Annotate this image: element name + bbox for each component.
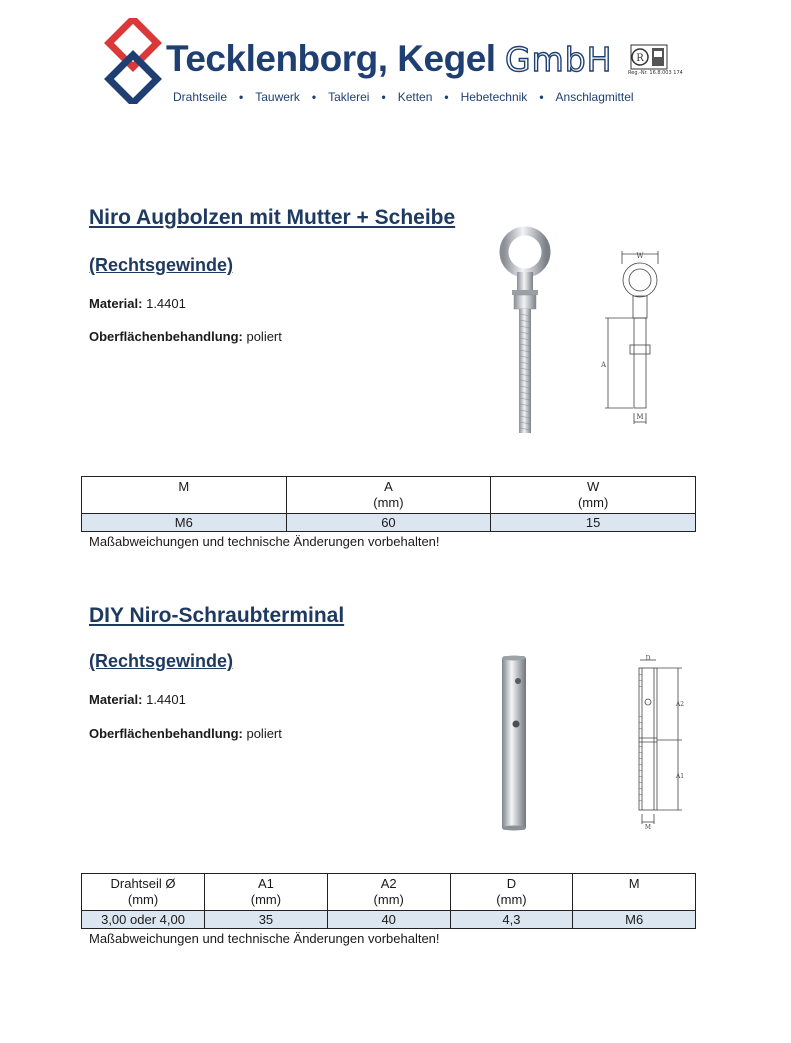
company-logo-icon: [104, 18, 162, 104]
certification-number: Reg.-Nr. 16.8.003 174: [628, 70, 683, 76]
product2-disclaimer: Maßabweichungen und technische Änderungen vorbehalten!: [89, 931, 440, 946]
product2-spec-table: [81, 873, 696, 929]
table-header-cell: W (mm): [491, 477, 696, 514]
service-item: Tauwerk: [255, 90, 300, 104]
table-header-cell: Drahtseil Ø (mm): [82, 874, 205, 911]
product1-subtitle: (Rechtsgewinde): [89, 255, 234, 275]
product2-material: [89, 692, 186, 707]
service-item: Taklerei: [328, 90, 370, 104]
surface-value: poliert: [246, 726, 282, 741]
svg-text:R: R: [636, 53, 644, 64]
eye-bolt-drawing: [600, 248, 670, 428]
drawing-label-w: W: [636, 252, 644, 260]
service-item: Anschlagmittel: [555, 90, 634, 104]
table-cell: 15: [491, 514, 696, 532]
table-cell: 35: [205, 911, 328, 929]
table-cell: 40: [327, 911, 450, 929]
company-name: Tecklenborg, Kegel: [166, 38, 496, 79]
table-cell: 60: [286, 514, 491, 532]
table-header-cell: A (mm): [286, 477, 491, 514]
eye-bolt-photo: [490, 224, 560, 438]
service-item: Ketten: [397, 90, 433, 104]
material-value: 1.4401: [146, 692, 186, 707]
services-line: Drahtseile • Tauwerk • Taklerei • Ketten • Hebetechnik • Anschlagmittel: [173, 90, 634, 104]
table-cell: 4,3: [450, 911, 573, 929]
table-header-cell: D (mm): [450, 874, 573, 911]
product1-surface: [89, 329, 282, 344]
screw-terminal-drawing: [626, 654, 690, 830]
screw-terminal-photo: [496, 654, 532, 834]
table-header-cell: M: [82, 477, 287, 514]
table-cell: M6: [82, 514, 287, 532]
table-header-cell: A1 (mm): [205, 874, 328, 911]
product1-title: Niro Augbolzen mit Mutter + Scheibe: [89, 206, 456, 229]
drawing-label-m: M: [636, 413, 644, 421]
drawing-label-d: D: [645, 655, 651, 662]
drawing-label-m: M: [644, 824, 652, 830]
table-header-row: [82, 874, 696, 911]
product1-material: [89, 296, 186, 311]
surface-label: Oberflächenbehandlung:: [89, 329, 243, 344]
drawing-label-a1: A1: [675, 773, 685, 780]
table-cell: M6: [573, 911, 696, 929]
product1-spec-table: [81, 476, 696, 532]
service-item: Hebetechnik: [460, 90, 528, 104]
company-suffix: GmbH: [505, 40, 613, 79]
drawing-label-a: A: [600, 361, 606, 369]
material-value: 1.4401: [146, 296, 186, 311]
material-label: Material:: [89, 296, 143, 311]
table-row: [82, 514, 696, 532]
table-header-cell: M: [573, 874, 696, 911]
product2-subtitle: (Rechtsgewinde): [89, 651, 234, 671]
product2-surface: [89, 726, 282, 741]
product1-disclaimer: Maßabweichungen und technische Änderungen vorbehalten!: [89, 534, 440, 549]
surface-label: Oberflächenbehandlung:: [89, 726, 243, 741]
surface-value: poliert: [246, 329, 282, 344]
drawing-label-a2: A2: [675, 701, 685, 708]
material-label: Material:: [89, 692, 143, 707]
table-header-row: [82, 477, 696, 514]
table-header-cell: A2 (mm): [327, 874, 450, 911]
table-cell: 3,00 oder 4,00: [82, 911, 205, 929]
product2-title: DIY Niro-Schraubterminal: [89, 604, 345, 627]
table-row: [82, 911, 696, 929]
service-item: Drahtseile: [173, 90, 228, 104]
